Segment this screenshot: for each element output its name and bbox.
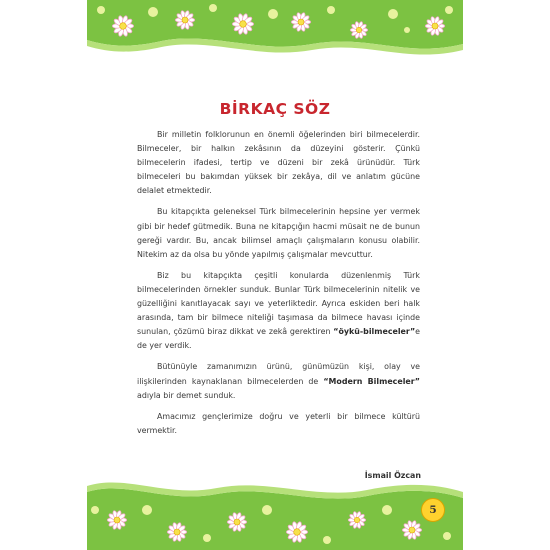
paragraph-3-text: Biz bu kitapçıkta çeşitli konularda düzenlenmiş Türk bilmecelerinden örnekler sunduk. Bunlar Türk bilmecelerinin nitelik ve güzelliğini kanıtlayacak sayı ve yeterliktedir. Ayrıca eskiden beri halk arasında, tam bir bilmece niteliği taşımasa da bilmece havası içinde sunulan, çözümü biraz dikkat ve zekâ gerektiren — [137, 270, 420, 337]
dot-icon — [388, 9, 398, 19]
flower-border-top — [87, 0, 463, 62]
dot-icon — [327, 6, 335, 14]
paragraph-1: Bir milletin folklorunun en önemli öğelerinden biri bilmecelerdir. Bilmeceler, bir halkın zekâsının da düzeyini gösterir. Çünkü bilmecelerin ifadesi, tertip ve düzeni bir zekâ ürünüdür. Türk bilmeceleri bu bakımdan yüksek bir zekâya, dil ve anlatım gücüne delalet etmektedir. — [137, 130, 420, 196]
paragraph-4 — [137, 360, 420, 402]
author-signature: İsmail Özcan — [364, 471, 421, 480]
paragraph-4-end: adıyla bir demet sunduk. — [137, 390, 236, 400]
dot-icon — [268, 9, 278, 19]
page-title: BİRKAÇ SÖZ — [219, 100, 331, 118]
dot-icon — [382, 505, 392, 515]
book-page — [87, 0, 463, 550]
paragraph-5: Amacımız gençlerimize doğru ve yeterli bir bilmece kültürü vermektir. — [137, 411, 420, 435]
dot-icon — [142, 505, 152, 515]
page-number: 5 — [429, 504, 437, 516]
top-decorative-band — [87, 0, 463, 62]
paragraph-3 — [137, 269, 420, 354]
paragraph-3-bold: “öykü-bilmeceler” — [333, 327, 416, 337]
dot-icon — [445, 6, 453, 14]
dot-icon — [323, 536, 331, 544]
dot-icon — [148, 7, 158, 17]
page-number-badge — [421, 498, 445, 522]
body-text — [137, 128, 420, 445]
flower-border-bottom — [87, 470, 463, 550]
dot-icon — [262, 505, 272, 515]
paragraph-2: Bu kitapçıkta geleneksel Türk bilmecelerinin hepsine yer vermek gibi bir hedef gütmedik. Buna ne kitapçığın hacmi müsait ne de bunun gereği vardır. Bu, ancak bilimsel amaçlı çalışmaların konusu olabilir. Nitekim az da olsa bu yönde yapılmış çalışmalar mevcuttur. — [137, 207, 420, 259]
dot-icon — [203, 534, 211, 542]
paragraph-4-bold: “Modern Bilmeceler” — [323, 376, 420, 386]
dot-icon — [209, 4, 217, 12]
dot-icon — [91, 506, 99, 514]
paragraph-4-text: Bütünüyle zamanımızın ürünü, günümüzün kişi, olay ve ilişkilerinden kaynaklanan bilmecelerden de — [137, 362, 420, 386]
paragraph-3-end: e de yer verdik. — [137, 327, 420, 351]
bottom-decorative-band — [87, 470, 463, 550]
dot-icon — [404, 27, 410, 33]
dot-icon — [443, 532, 451, 540]
dot-icon — [97, 6, 105, 14]
